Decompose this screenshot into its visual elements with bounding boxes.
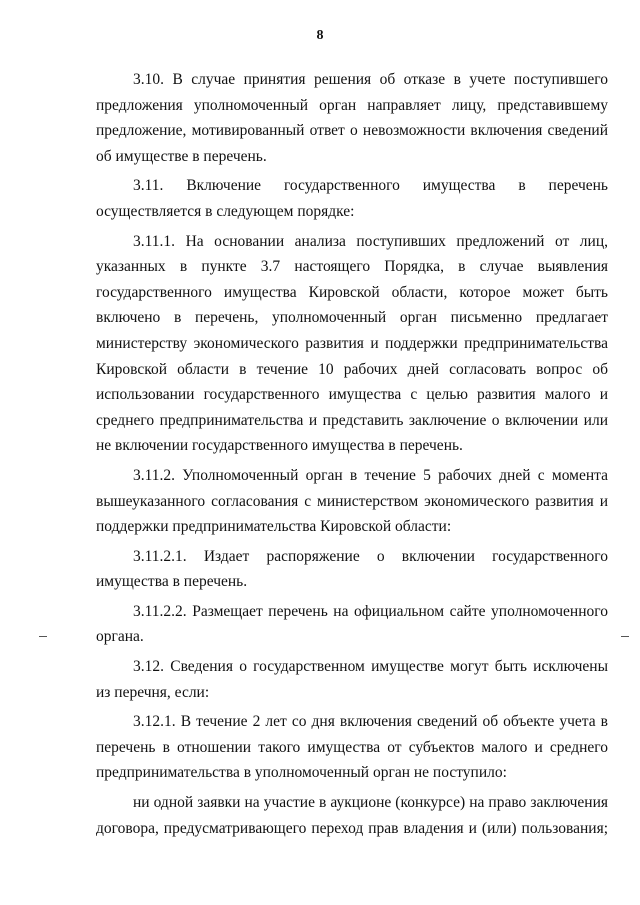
- paragraph-3-12-1: 3.12.1. В течение 2 лет со дня включения сведений об объекте учета в перечень в отношении такого имущества от субъектов малого и среднего предпринимательства в уполномоченный орган не поступило:: [96, 713, 608, 782]
- paragraph-3-12: 3.12. Сведения о государственном имуществе могут быть исключены из перечня, если:: [96, 658, 608, 701]
- paragraph-3-10: 3.10. В случае принятия решения об отказе в учете поступившего предложения уполномоченный орган направляет лицу, представившему предложение, мотивированный ответ о невозможности включения сведений об имуществе в перечень.: [96, 71, 608, 165]
- document-body: [96, 67, 608, 845]
- paragraph-3-11: 3.11. Включение государственного имущества в перечень осуществляется в следующем порядке:: [96, 177, 608, 220]
- paragraph-3-11-2-2: 3.11.2.2. Размещает перечень на официальном сайте уполномоченного органа.: [96, 602, 608, 646]
- page-number: 8: [316, 28, 324, 43]
- paragraph-3-11-1: 3.11.1. На основании анализа поступивших предложений от лиц, указанных в пункте 3.7 настоящего Порядка, в случае выявления государственного имущества Кировской области, которое может быть включено в перечень, уполномоченный орган письменно предлагает министерству экономического развития и поддержки предпринимательства Кировской области в течение 10 рабочих дней согласовать вопрос об использовании государственного имущества с целью развития малого и среднего предпринимательства и представить заключение о включении или не включении государственного имущества в перечень.: [96, 232, 608, 455]
- paragraph-continuation: ни одной заявки на участие в аукционе (конкурсе) на право заключения договора, предусматривающего переход прав владения и (или) пользования;: [96, 794, 608, 837]
- paragraph-3-11-2-1: 3.11.2.1. Издает распоряжение о включении государственного имущества в перечень.: [96, 547, 608, 591]
- right-margin-mark: [621, 636, 629, 637]
- left-margin-mark: [39, 636, 47, 637]
- paragraph-3-11-2: 3.11.2. Уполномоченный орган в течение 5 рабочих дней с момента вышеуказанного согласования с министерством экономического развития и поддержки предпринимательства Кировской области:: [96, 466, 608, 536]
